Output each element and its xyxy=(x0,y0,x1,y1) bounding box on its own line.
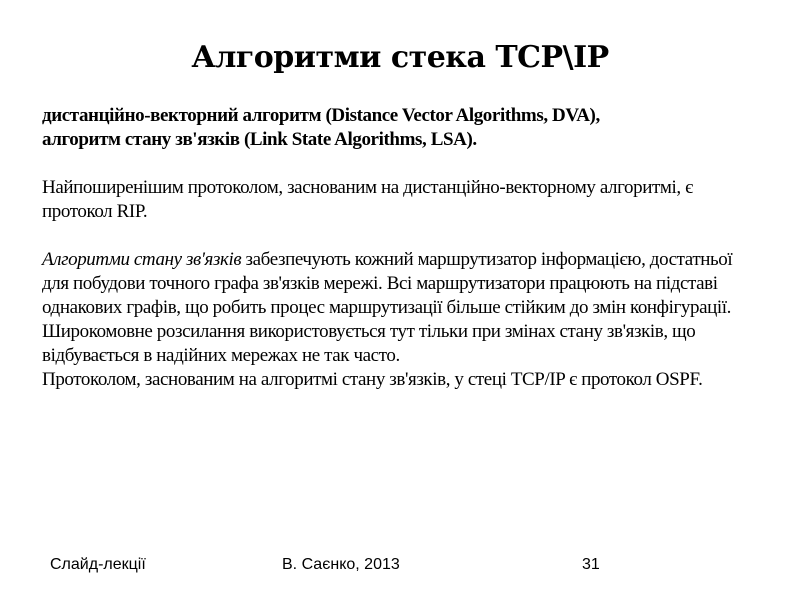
footer-author: В. Саєнко, 2013 xyxy=(282,556,400,573)
lsa-italic-term: Алгоритми стану зв'язків xyxy=(42,249,242,270)
lsa-line: алгоритм стану зв'язків (Link State Algorithms, LSA). xyxy=(42,129,477,150)
spacer xyxy=(42,152,758,176)
slide-title: Алгоритми стека TCP\IP xyxy=(191,40,609,75)
footer-course: Слайд-лекції xyxy=(50,556,146,573)
dva-line: дистанційно-векторний алгоритм (Distance Vector Algorithms, DVA), xyxy=(42,105,600,126)
lsa-paragraph xyxy=(42,248,758,368)
lsa-paragraph-text: забезпечують кожний маршрутизатор інформацією, достатньої для побудови точного графа зв'язків мережі. Всі маршрутизатори працюють на підставі однакових графів, що робить процес маршрутизації більше стійким до змін конфігурації. Широкомовне розсилання використовується тут тільки при змінах стану зв'язків, що відбувається в надійних мережах не так часто. xyxy=(42,249,733,366)
slide-content xyxy=(42,104,758,392)
footer-page-number: 31 xyxy=(582,556,600,573)
rip-paragraph: Найпоширенішим протоколом, заснованим на дистанційно-векторному алгоритмі, є протокол RIP. xyxy=(42,177,693,222)
ospf-paragraph: Протоколом, заснованим на алгоритмі стану зв'язків, у стеці TCP/IP є протокол OSPF. xyxy=(42,369,703,390)
spacer xyxy=(42,224,758,248)
